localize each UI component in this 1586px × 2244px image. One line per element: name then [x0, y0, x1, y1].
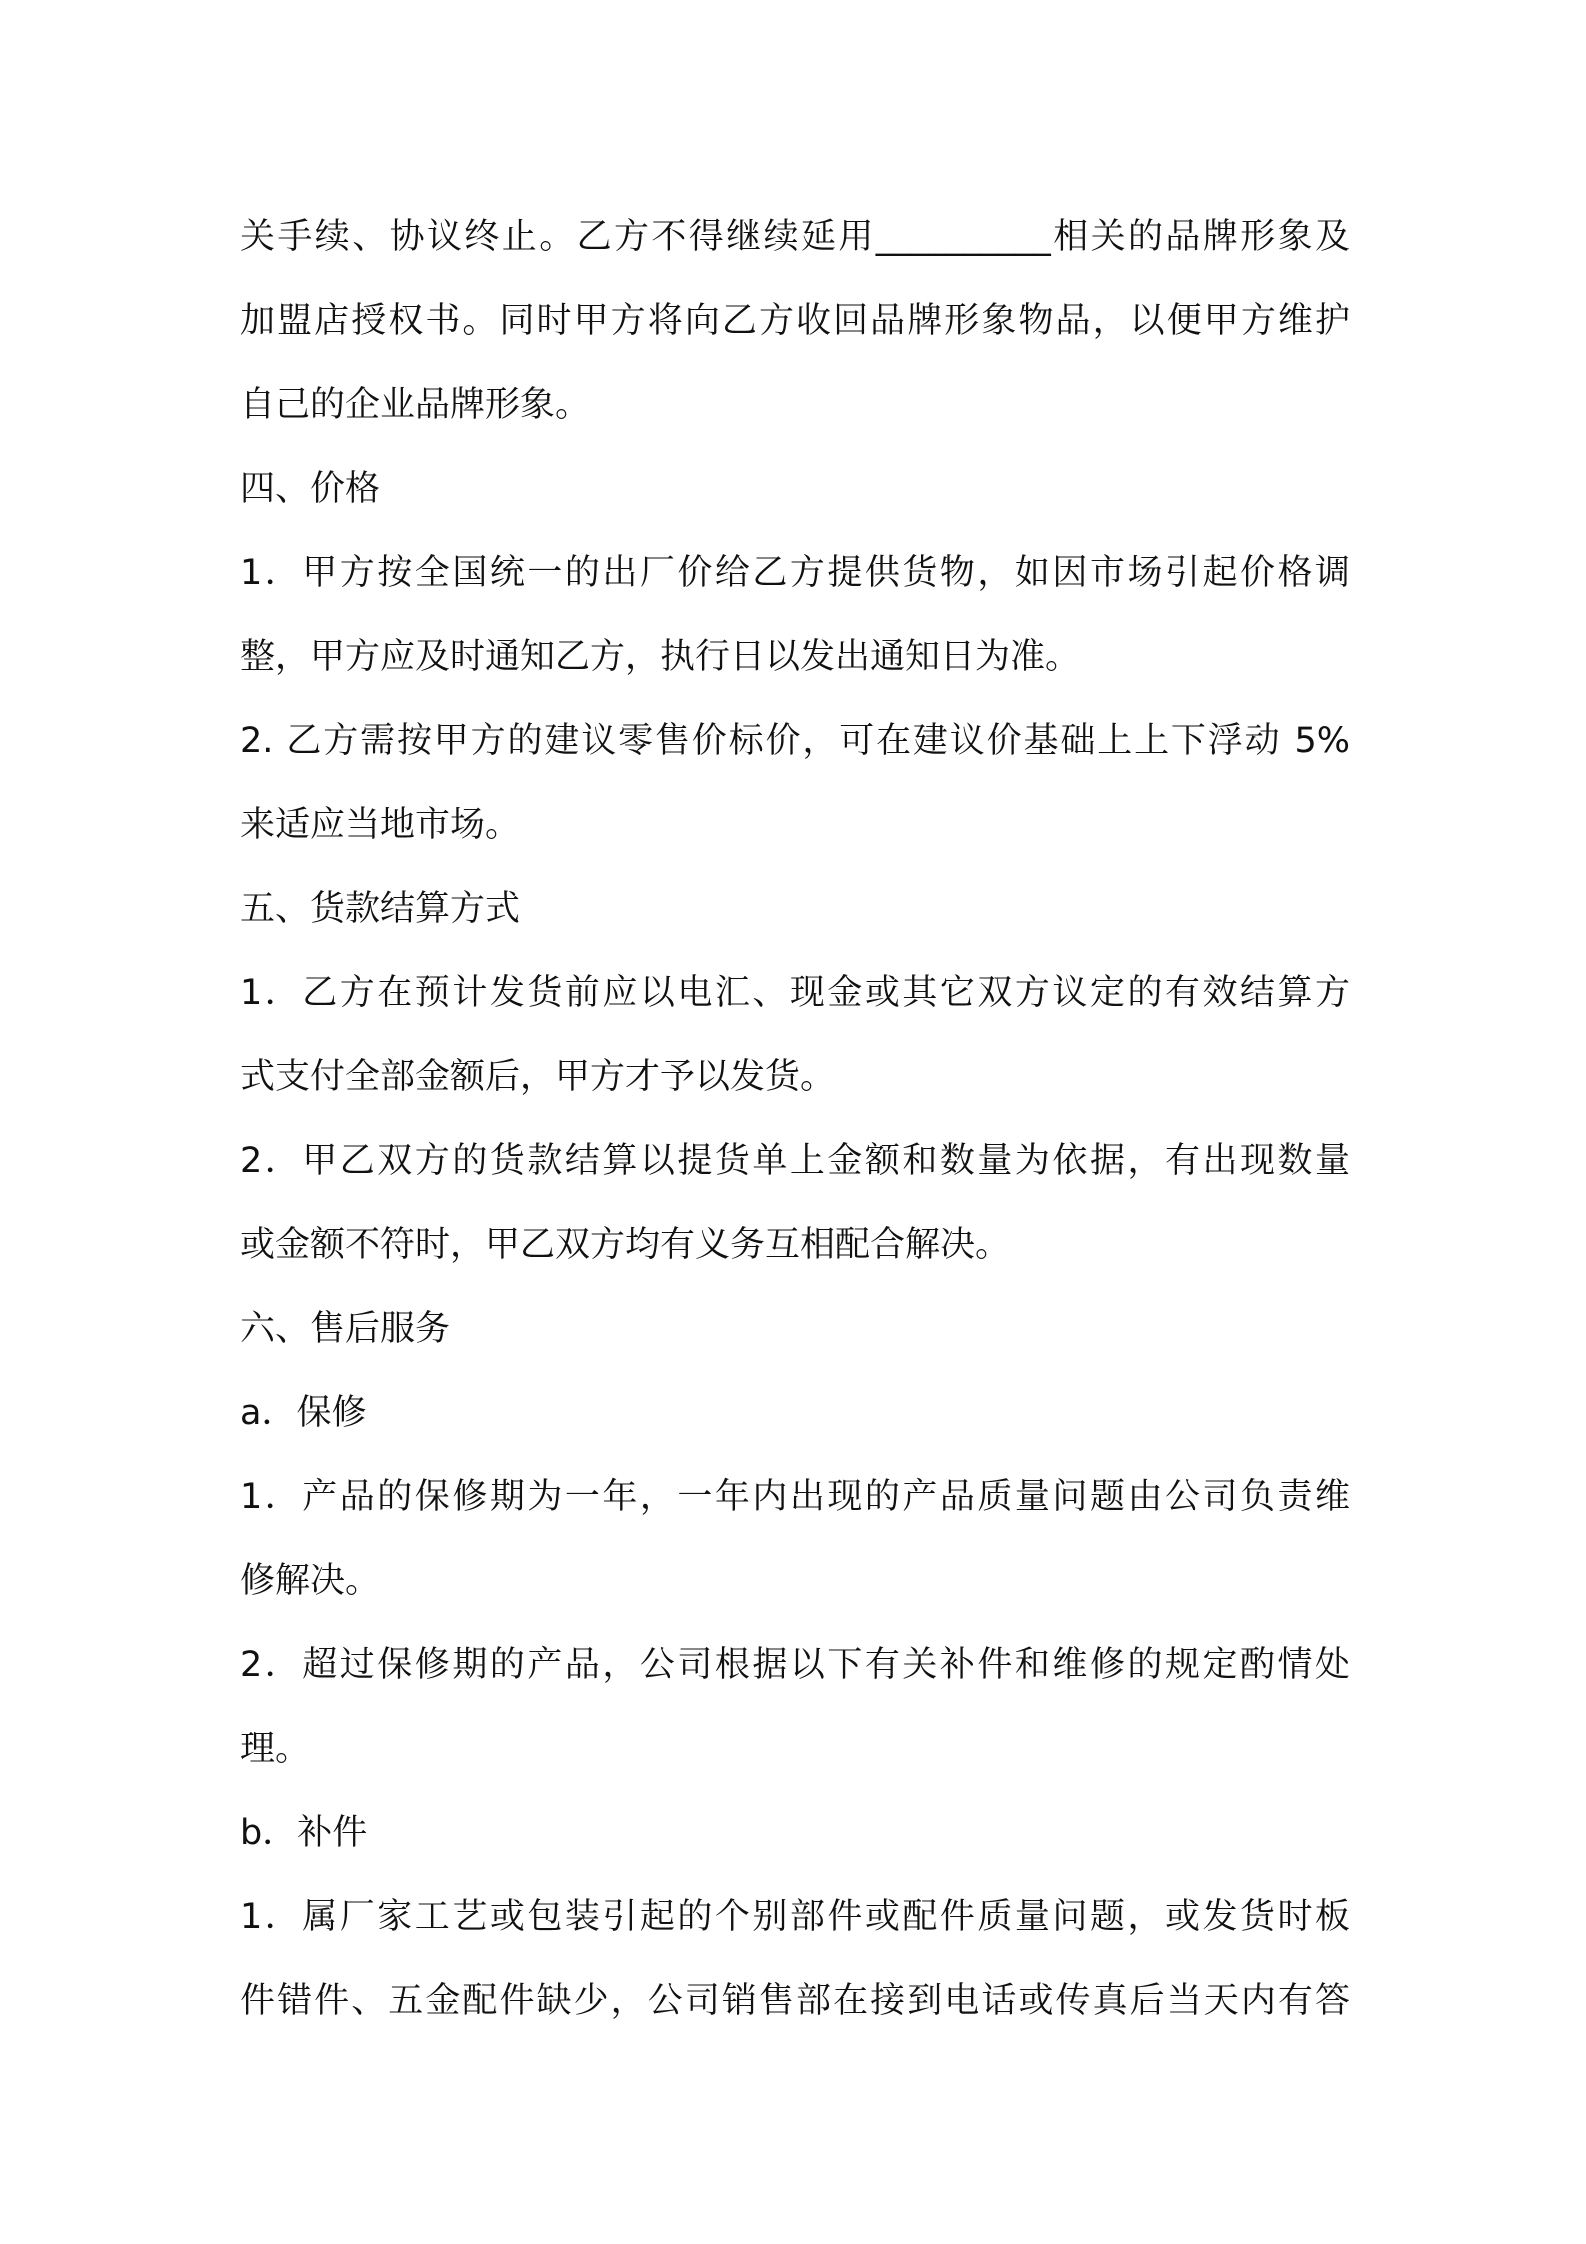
text-line: 修解决。: [240, 1561, 381, 1601]
section-heading: 四、价格: [240, 469, 381, 509]
section-heading: 五、货款结算方式: [240, 889, 521, 929]
text-line: 来适应当地市场。: [240, 805, 521, 845]
text-line: 自己的企业品牌形象。: [240, 385, 591, 425]
subsection-heading: b．补件: [240, 1813, 368, 1853]
text-line: 1．属厂家工艺或包装引起的个别部件或配件质量问题，或发货时板: [240, 1897, 1350, 1937]
text-line: 2. 乙方需按甲方的建议零售价标价，可在建议价基础上上下浮动 5%: [240, 721, 1350, 761]
document-body: [240, 195, 1350, 2043]
section-heading: 六、售后服务: [240, 1309, 451, 1349]
text-line: 加盟店授权书。同时甲方将向乙方收回品牌形象物品，以便甲方维护: [240, 301, 1350, 341]
text-line: 式支付全部金额后，甲方才予以发货。: [240, 1057, 836, 1097]
text-line: 1．甲方按全国统一的出厂价给乙方提供货物，如因市场引起价格调: [240, 553, 1350, 593]
text-line: 1．产品的保修期为一年，一年内出现的产品质量问题由公司负责维: [240, 1477, 1350, 1517]
subsection-heading: a．保修: [240, 1393, 367, 1433]
text-line: 整，甲方应及时通知乙方，执行日以发出通知日为准。: [240, 637, 1081, 677]
text-line: 或金额不符时，甲乙双方均有义务互相配合解决。: [240, 1225, 1011, 1265]
text-line: 关手续、协议终止。乙方不得继续延用__________相关的品牌形象及: [240, 217, 1350, 257]
text-line: 理。: [240, 1729, 311, 1769]
text-line: 2．超过保修期的产品，公司根据以下有关补件和维修的规定酌情处: [240, 1645, 1350, 1685]
text-line: 件错件、五金配件缺少，公司销售部在接到电话或传真后当天内有答: [240, 1981, 1350, 2021]
text-line: 2．甲乙双方的货款结算以提货单上金额和数量为依据，有出现数量: [240, 1141, 1350, 1181]
text-line: 1．乙方在预计发货前应以电汇、现金或其它双方议定的有效结算方: [240, 973, 1350, 1013]
